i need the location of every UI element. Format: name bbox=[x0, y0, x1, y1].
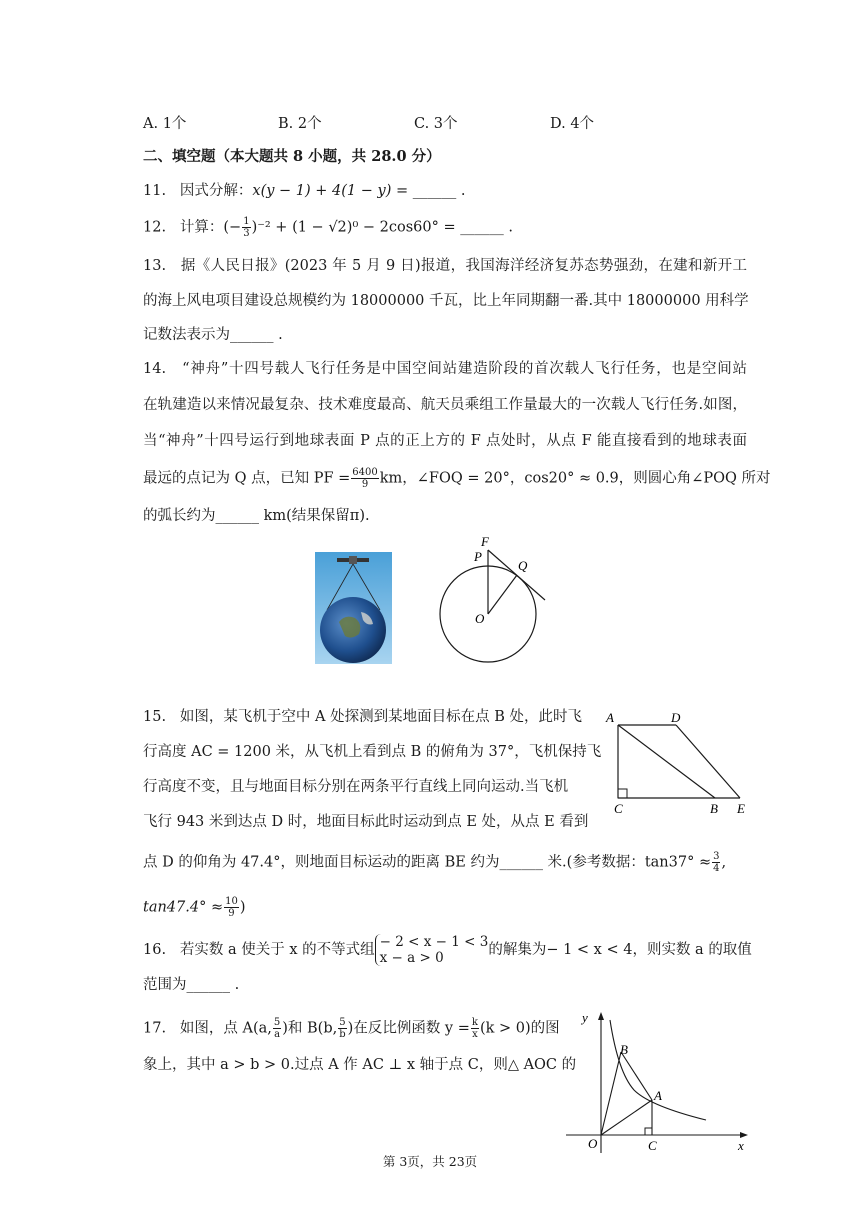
q17-number: 17. bbox=[143, 1020, 167, 1037]
label-F: F bbox=[481, 534, 489, 549]
airplane-trapezoid-diagram bbox=[600, 705, 760, 820]
q17-fk-denominator: x bbox=[472, 1029, 478, 1040]
q14-line-2: 在轨建造以来情况最复杂、技术难度最高、航天员乘组工作量最大的一次载人飞行任务.如图， bbox=[143, 397, 747, 413]
q16-line-1 bbox=[143, 934, 752, 966]
label-P: P bbox=[474, 549, 482, 564]
q16-inequality-system bbox=[375, 934, 489, 966]
q12-expr-b: )⁻² + (1 − √2)⁰ − 2cos60° = bbox=[251, 219, 456, 236]
q15-line-2: 行高度 AC = 1200 米，从飞机上看到点 B 的俯角为 37°，飞机保持飞 bbox=[143, 744, 602, 760]
q12-fraction bbox=[242, 216, 250, 239]
q11-text: 因式分解： bbox=[179, 183, 253, 199]
label-E: E bbox=[737, 801, 745, 816]
q12-expr-a: (− bbox=[223, 219, 242, 236]
q15-text-5b: , bbox=[721, 854, 727, 871]
q13-line-1 bbox=[143, 256, 747, 276]
label-x: x bbox=[738, 1138, 744, 1153]
q12-blank: ______ bbox=[460, 219, 504, 236]
label-A: A bbox=[654, 1088, 662, 1103]
q17-fraction-k bbox=[471, 1017, 479, 1040]
inverse-proportion-graph bbox=[566, 1008, 756, 1156]
q17-fb-denominator: b bbox=[339, 1029, 346, 1040]
q14-frac-denominator: 9 bbox=[361, 479, 369, 490]
q14-number: 14. bbox=[143, 361, 167, 377]
question-12 bbox=[143, 216, 513, 239]
question-11 bbox=[143, 181, 465, 201]
q12-frac-denominator: 3 bbox=[243, 228, 250, 239]
q15-frac2-numerator: 10 bbox=[225, 896, 238, 907]
q16-text-1b: 的解集为− 1 < x < 4，则实数 a 的取值 bbox=[488, 942, 752, 958]
q16-text-1a: 若实数 a 使关于 x 的不等式组 bbox=[179, 942, 375, 958]
q17-fb-numerator: 5 bbox=[339, 1017, 346, 1028]
q17-fa-denominator: a bbox=[274, 1029, 281, 1040]
q14-line-1 bbox=[143, 359, 747, 379]
label-Q: Q bbox=[518, 558, 528, 573]
q17-line-1 bbox=[143, 1017, 560, 1040]
q11-end: . bbox=[460, 183, 466, 199]
q14-text-4b: km，∠FOQ = 20°，cos20° ≈ 0.9，则圆心角∠POQ 所对 bbox=[379, 470, 771, 487]
section-heading: 二、填空题（本大题共 8 小题，共 28.0 分） bbox=[143, 148, 441, 165]
label-D: D bbox=[671, 710, 681, 725]
q16-inequality-2: x − a > 0 bbox=[379, 950, 444, 966]
label-B: B bbox=[710, 801, 718, 816]
q15-line-3: 行高度不变，且与地面目标分别在两条平行直线上同向运动.当飞机 bbox=[143, 779, 569, 795]
q13-number: 13. bbox=[143, 258, 167, 274]
option-b: B. 2个 bbox=[278, 116, 322, 132]
q15-line-5 bbox=[143, 851, 726, 874]
q12-frac-numerator: 1 bbox=[243, 216, 250, 227]
q13-text-1: 据《人民日报》(2023 年 5 月 9 日)报道，我国海洋经济复苏态势强劲，在建和新开工 bbox=[180, 258, 748, 274]
earth-satellite-photo bbox=[315, 552, 392, 664]
q17-text-1b: )和 B(b, bbox=[282, 1020, 338, 1037]
label-A: A bbox=[606, 710, 614, 725]
q15-text-6b: ) bbox=[239, 899, 246, 916]
q15-text-5a: 点 D 的仰角为 47.4°，则地面目标运动的距离 BE 约为______ 米.(参考数据：tan37° ≈ bbox=[143, 854, 712, 871]
circle-tangent-diagram bbox=[432, 530, 552, 665]
q14-line-5: 的弧长约为______ km(结果保留π). bbox=[143, 508, 370, 524]
q17-fraction-b bbox=[338, 1017, 346, 1040]
q17-line-2: 象上，其中 a > b > 0.过点 A 作 AC ⊥ x 轴于点 C，则△ AOC 的 bbox=[143, 1057, 577, 1073]
label-O: O bbox=[588, 1136, 598, 1151]
q15-line-6 bbox=[143, 896, 246, 919]
q15-text-6a: tan47.4° ≈ bbox=[143, 899, 224, 916]
q12-text: 计算： bbox=[179, 219, 224, 236]
q17-fk-numerator: k bbox=[471, 1017, 478, 1028]
q15-frac1-numerator: 3 bbox=[713, 851, 720, 862]
q14-frac-numerator: 6400 bbox=[352, 467, 378, 478]
q13-line-2: 的海上风电项目建设总规模约为 18000000 千瓦，比上年同期翻一番.其中 18000000 用科学 bbox=[143, 293, 749, 309]
q15-fraction-2 bbox=[224, 896, 239, 919]
option-d: D. 4个 bbox=[550, 116, 595, 132]
q15-text-1: 如图，某飞机于空中 A 处探测到某地面目标在点 B 处，此时飞 bbox=[179, 709, 582, 725]
label-O: O bbox=[475, 611, 485, 626]
option-c: C. 3个 bbox=[414, 116, 458, 132]
option-a: A. 1个 bbox=[143, 116, 187, 132]
q11-number: 11. bbox=[143, 183, 167, 199]
q16-inequality-1: − 2 < x − 1 < 3 bbox=[379, 934, 489, 950]
q15-line-4: 飞行 943 米到达点 D 时，地面目标此时运动到点 E 处，从点 E 看到 bbox=[143, 814, 589, 830]
q17-text-1c: )在反比例函数 y = bbox=[347, 1020, 470, 1037]
q17-fraction-a bbox=[273, 1017, 281, 1040]
q11-expression: x(y − 1) + 4(1 − y) = bbox=[252, 183, 409, 199]
q15-frac1-denominator: 4 bbox=[713, 863, 720, 874]
q14-line-3: 当“神舟”十四号运行到地球表面 P 点的正上方的 F 点处时，从点 F 能直接看到的地球表面 bbox=[143, 433, 747, 449]
q12-end: . bbox=[508, 219, 513, 236]
q14-line-4 bbox=[143, 467, 771, 490]
q11-blank: ______ bbox=[412, 183, 457, 199]
q17-text-1d: (k > 0)的图 bbox=[479, 1020, 560, 1037]
q13-line-3: 记数法表示为______ . bbox=[143, 327, 283, 343]
q16-line-2: 范围为______ . bbox=[143, 977, 240, 993]
q15-frac2-denominator: 9 bbox=[228, 908, 235, 919]
q15-number: 15. bbox=[143, 709, 167, 725]
q14-text-4a: 最远的点记为 Q 点，已知 PF = bbox=[143, 470, 351, 487]
q14-fraction bbox=[351, 467, 378, 490]
q15-line-1 bbox=[143, 707, 582, 727]
q17-fa-numerator: 5 bbox=[273, 1017, 281, 1028]
label-C: C bbox=[648, 1138, 657, 1153]
q14-text-1: “神舟”十四号载人飞行任务是中国空间站建造阶段的首次载人飞行任务，也是空间站 bbox=[182, 361, 748, 377]
page-footer: 第 3页，共 23页 bbox=[382, 1154, 478, 1169]
label-B: B bbox=[620, 1042, 628, 1057]
label-C: C bbox=[614, 801, 623, 816]
q16-number: 16. bbox=[143, 942, 167, 958]
q15-fraction-1 bbox=[712, 851, 720, 874]
q12-number: 12. bbox=[143, 219, 167, 236]
label-y: y bbox=[582, 1010, 588, 1025]
q17-text-1a: 如图，点 A(a, bbox=[179, 1020, 272, 1037]
